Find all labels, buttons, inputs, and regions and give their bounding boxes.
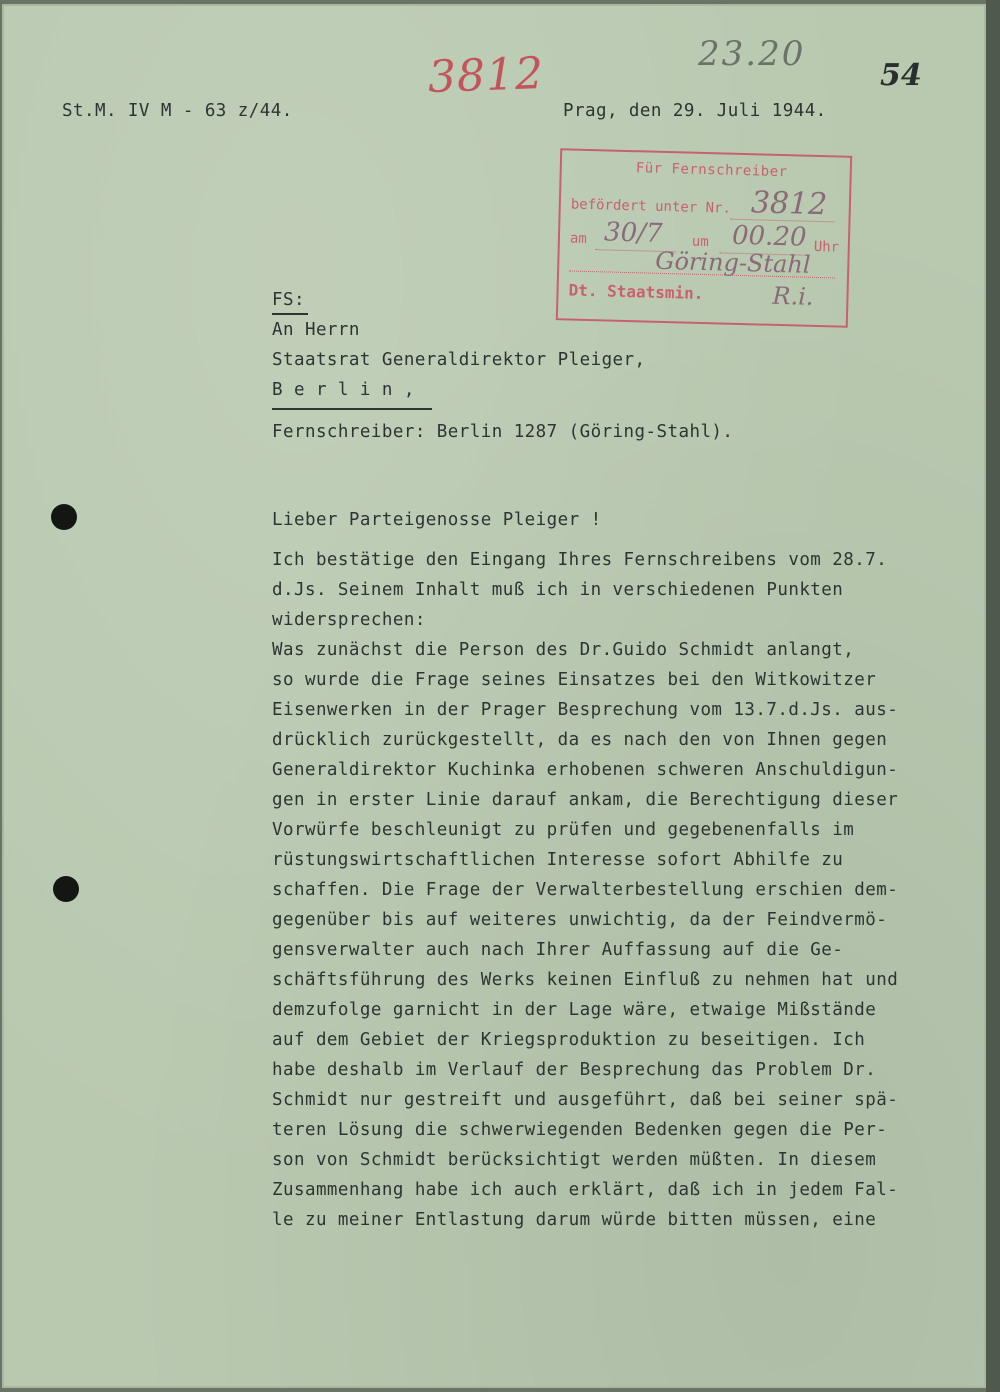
body-line: Eisenwerken in der Prager Besprechung vom 13.7.d.Js. aus- [272,700,899,720]
stamp-unit-label: Uhr [813,238,840,256]
file-reference: St.M. IV M - 63 z/44. [62,101,293,121]
page-number: 54 [880,58,922,93]
punch-hole-lower [53,876,79,902]
page-edge-shadow [986,0,1000,1392]
body-line: drücklich zurückgestellt, da es nach den von Ihnen gegen [272,730,888,750]
stamp-forwarded-label: befördert unter Nr. [570,196,732,217]
body-line: so wurde die Frage seines Einsatzes bei den Witkowitzer [272,670,877,690]
body-line: gensverwalter auch nach Ihrer Auffassung auf die Ge- [272,940,844,960]
stamp-date-handwritten: 30/7 [603,217,663,249]
body-line: teren Lösung die schwerwiegenden Bedenken gegen die Per- [272,1120,888,1140]
body-line: auf dem Gebiet der Kriegsproduktion zu beseitigen. Ich [272,1030,866,1050]
handwritten-pencil-note: 23.20 [698,34,806,74]
body-line: gen in erster Linie darauf ankam, die Berechtigung dieser [272,790,899,810]
recipient-name: Staatsrat Generaldirektor Pleiger, [272,350,646,370]
stamp-time-label: um [691,233,709,251]
place-date: Prag, den 29. Juli 1944. [563,101,827,121]
body-line: schaffen. Die Frage der Verwalterbestellung erschien dem- [272,880,899,900]
punch-hole-upper [51,504,77,530]
mode-underline [272,313,308,315]
stamp-date-label: am [569,230,588,247]
salutation-line: An Herrn [272,320,360,340]
body-line: Schmidt nur gestreift und ausgeführt, daß bei seiner spä- [272,1090,899,1110]
body-line: Was zunächst die Person des Dr.Guido Schmidt anlangt, [272,640,855,660]
stamp-office-label: Dt. Staatsmin. [568,280,704,304]
body-line: le zu meiner Entlastung darum würde bitten müssen, eine [272,1210,877,1230]
body-line: habe deshalb im Verlauf der Besprechung das Problem Dr. [272,1060,877,1080]
body-line: d.Js. Seinem Inhalt muß ich in verschiedenen Punkten [272,580,844,600]
body-line: gegenüber bis auf weiteres unwichtig, da der Feindvermö- [272,910,888,930]
stamp-number-handwritten: 3812 [750,185,828,223]
city-underline [272,408,432,410]
body-line: Zusammenhang habe ich auch erklärt, daß ich in jedem Fal- [272,1180,899,1200]
body-line: widersprechen: [272,610,426,630]
body-line: rüstungswirtschaftlichen Interesse sofort Abhilfe zu [272,850,844,870]
body-line: Generaldirektor Kuchinka erhobenen schweren Anschuldigun- [272,760,899,780]
transmission-mode: FS: [272,290,305,310]
recipient-city: B e r l i n , [272,380,415,400]
telex-receipt-stamp [556,148,852,328]
stamp-title: Für Fernschreiber [635,160,788,181]
body-line: son von Schmidt berücksichtigt werden müßten. In diesem [272,1150,877,1170]
body-line: schäftsführung des Werks keinen Einfluß zu nehmen hat und [272,970,899,990]
stamp-recipient-handwritten: Göring-Stahl [655,246,811,279]
handwritten-red-reference: 3812 [427,47,545,104]
letter-greeting: Lieber Parteigenosse Pleiger ! [272,510,602,530]
body-line: demzufolge garnicht in der Lage wäre, etwaige Mißstände [272,1000,877,1020]
telex-number: Fernschreiber: Berlin 1287 (Göring-Stahl). [272,422,734,442]
stamp-time-handwritten: 00.20 [731,220,807,253]
body-line: Vorwürfe beschleunigt zu prüfen und gegebenenfalls im [272,820,855,840]
stamp-initials-handwritten: R.i. [772,281,814,311]
body-line: Ich bestätige den Eingang Ihres Fernschreibens vom 28.7. [272,550,888,570]
